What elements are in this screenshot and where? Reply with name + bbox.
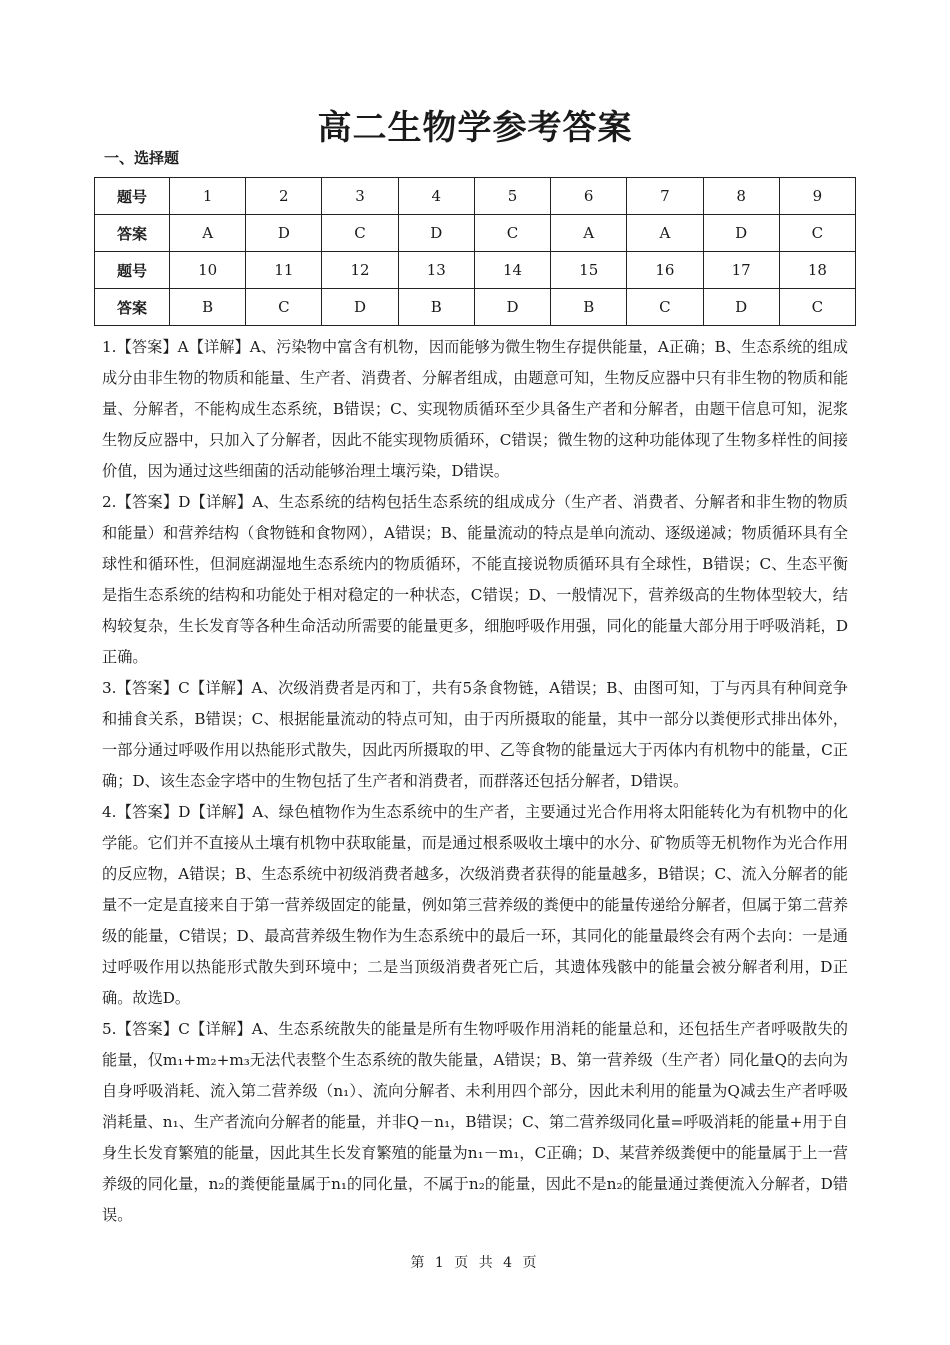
table-cell: D [474, 289, 550, 326]
answer-table [94, 177, 856, 326]
section-heading: 一、选择题 [104, 149, 180, 167]
table-row [95, 289, 856, 326]
table-cell: C [322, 215, 398, 252]
page-title: 高二生物学参考答案 [317, 108, 633, 148]
table-cell: C [474, 215, 550, 252]
table-cell: 11 [246, 252, 322, 289]
table-cell: 18 [779, 252, 855, 289]
explanations [102, 332, 848, 1231]
explanation-item: 2.【答案】D【详解】A、生态系统的结构包括生态系统的组成成分（生产者、消费者、分解者和非生物的物质和能量）和营养结构（食物链和食物网），A错误；B、能量流动的特点是单向流动、逐级递减；物质循环具有全球性和循环性，但洞庭湖湿地生态系统内的物质循环，不能直接说物质循环具有全球性，B错误；C、生态平衡是指生态系统的结构和功能处于相对稳定的一种状态，C错误；D、一般情况下，营养级高的生物体型较大，结构较复杂，生长发育等各种生命活动所需要的能量更多，细胞呼吸作用强，同化的能量大部分用于呼吸消耗，D正确。 [102, 493, 848, 666]
table-cell: 12 [322, 252, 398, 289]
table-cell: D [703, 289, 779, 326]
table-cell: B [551, 289, 627, 326]
table-cell: D [703, 215, 779, 252]
table-cell: C [779, 215, 855, 252]
table-cell: A [551, 215, 627, 252]
table-cell: 16 [627, 252, 703, 289]
table-cell: 2 [246, 178, 322, 215]
table-cell: 17 [703, 252, 779, 289]
table-cell: D [322, 289, 398, 326]
table-cell: B [398, 289, 474, 326]
table-cell: 4 [398, 178, 474, 215]
table-row [95, 252, 856, 289]
table-cell: 3 [322, 178, 398, 215]
table-cell: 1 [170, 178, 246, 215]
table-cell: 7 [627, 178, 703, 215]
table-cell: D [246, 215, 322, 252]
table-cell: 14 [474, 252, 550, 289]
table-cell: 5 [474, 178, 550, 215]
explanation-item: 1.【答案】A【详解】A、污染物中富含有机物，因而能够为微生物生存提供能量，A正确；B、生态系统的组成成分由非生物的物质和能量、生产者、消费者、分解者组成，由题意可知，生物反应器中只有非生物的物质和能量、分解者，不能构成生态系统，B错误；C、实现物质循环至少具备生产者和分解者，由题干信息可知，泥浆生物反应器中，只加入了分解者，因此不能实现物质循环，C错误；微生物的这种功能体现了生物多样性的间接价值，因为通过这些细菌的活动能够治理土壤污染，D错误。 [102, 338, 848, 480]
table-cell: C [779, 289, 855, 326]
table-cell: 10 [170, 252, 246, 289]
table-cell: 9 [779, 178, 855, 215]
table-cell: C [246, 289, 322, 326]
table-cell: 13 [398, 252, 474, 289]
table-cell: D [398, 215, 474, 252]
table-cell: 15 [551, 252, 627, 289]
table-cell: A [627, 215, 703, 252]
table-cell: B [170, 289, 246, 326]
table-cell: C [627, 289, 703, 326]
row-header: 题号 [95, 252, 170, 289]
row-header: 题号 [95, 178, 170, 215]
table-cell: 6 [551, 178, 627, 215]
explanation-item: 5.【答案】C【详解】A、生态系统散失的能量是所有生物呼吸作用消耗的能量总和，还包括生产者呼吸散失的能量，仅m₁+m₂+m₃无法代表整个生态系统的散失能量，A错误；B、第一营养级（生产者）同化量Q的去向为自身呼吸消耗、流入第二营养级（n₁）、流向分解者、未利用四个部分，因此未利用的能量为Q减去生产者呼吸消耗量、n₁、生产者流向分解者的能量，并非Q－n₁，B错误；C、第二营养级同化量=呼吸消耗的能量+用于自身生长发育繁殖的能量，因此其生长发育繁殖的能量为n₁－m₁，C正确；D、某营养级粪便中的能量属于上一营养级的同化量，n₂的粪便能量属于n₁的同化量，不属于n₂的能量，因此不是n₂的能量通过粪便流入分解者，D错误。 [102, 1020, 848, 1224]
row-header: 答案 [95, 215, 170, 252]
explanation-item: 4.【答案】D【详解】A、绿色植物作为生态系统中的生产者，主要通过光合作用将太阳能转化为有机物中的化学能。它们并不直接从土壤有机物中获取能量，而是通过根系吸收土壤中的水分、矿物质等无机物作为光合作用的反应物，A错误；B、生态系统中初级消费者越多，次级消费者获得的能量越多，B错误；C、流入分解者的能量不一定是直接来自于第一营养级固定的能量，例如第三营养级的粪便中的能量传递给分解者，但属于第二营养级的能量，C错误；D、最高营养级生物作为生态系统中的最后一环，其同化的能量最终会有两个去向：一是通过呼吸作用以热能形式散失到环境中；二是当顶级消费者死亡后，其遗体残骸中的能量会被分解者利用，D正确。故选D。 [102, 803, 848, 1007]
explanation-item: 3.【答案】C【详解】A、次级消费者是丙和丁，共有5条食物链，A错误；B、由图可知，丁与丙具有种间竞争和捕食关系，B错误；C、根据能量流动的特点可知，由于丙所摄取的能量，其中一部分以粪便形式排出体外，一部分通过呼吸作用以热能形式散失，因此丙所摄取的甲、乙等食物的能量远大于丙体内有机物中的能量，C正确；D、该生态金字塔中的生物包括了生产者和消费者，而群落还包括分解者，D错误。 [102, 679, 848, 790]
table-row [95, 178, 856, 215]
table-cell: A [170, 215, 246, 252]
table-row [95, 215, 856, 252]
table-cell: 8 [703, 178, 779, 215]
row-header: 答案 [95, 289, 170, 326]
page-footer: 第 1 页 共 4 页 [410, 1255, 540, 1271]
